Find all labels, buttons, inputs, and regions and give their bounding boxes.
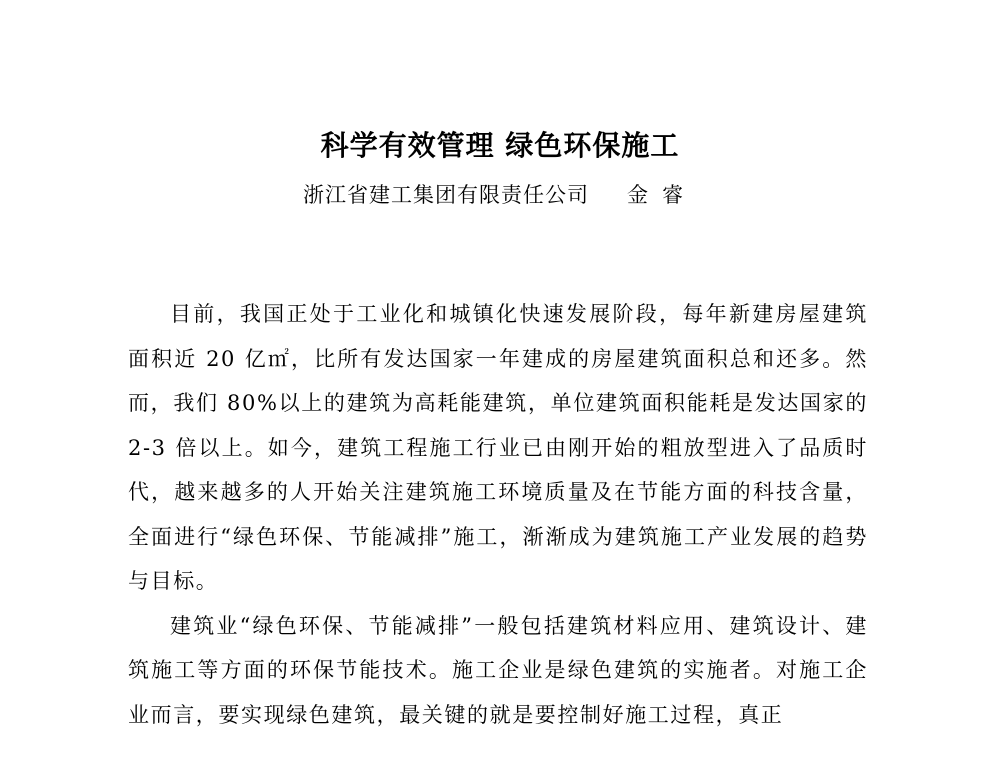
author-name: 金睿 — [627, 183, 697, 207]
byline — [0, 180, 1000, 210]
paragraph-2: 建筑业“绿色环保、节能减排”一般包括建筑材料应用、建筑设计、建筑施工等方面的环保节能技术。施工企业是绿色建筑的实施者。对施工企业而言，要实现绿色建筑，最关键的就是要控制好施工过程，真正 — [128, 613, 868, 727]
paragraph-1: 目前，我国正处于工业化和城镇化快速发展阶段，每年新建房屋建筑面积近 20 亿㎡，比所有发达国家一年建成的房屋建筑面积总和还多。然而，我们 80%以上的建筑为高耗能建筑，单位建筑面积能耗是发达国家的 2-3 倍以上。如今，建筑工程施工行业已由刚开始的粗放型进入了品质时代，越来越多的人开始关注建筑施工环境质量及在节能方面的科技含量，全面进行“绿色环保、节能减排”施工，渐渐成为建筑施工产业发展的趋势与目标。 — [128, 302, 868, 593]
article-title: 科学有效管理 绿色环保施工 — [320, 129, 680, 162]
author-organization: 浙江省建工集团有限责任公司 — [303, 183, 589, 207]
article-body — [128, 292, 868, 737]
